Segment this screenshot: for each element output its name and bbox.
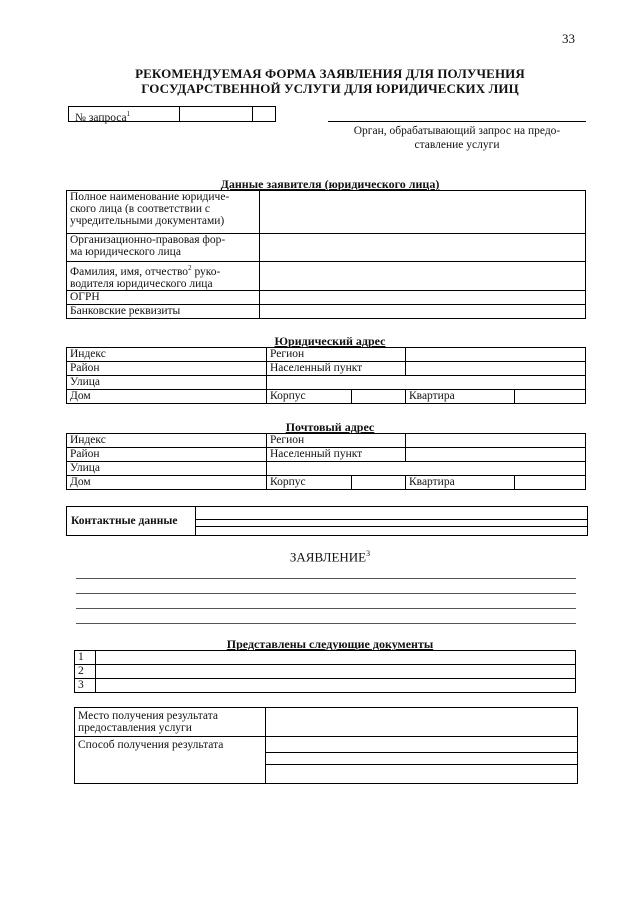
full-name-field[interactable] — [260, 191, 586, 234]
postal-region-field[interactable] — [406, 434, 586, 448]
form-title-line-1: РЕКОМЕНДУЕМАЯ ФОРМА ЗАЯВЛЕНИЯ ДЛЯ ПОЛУЧЕНИЯ — [135, 66, 525, 81]
legal-apartment-label: Квартира — [406, 390, 515, 404]
form-title — [60, 66, 600, 96]
result-place-label: Место получения результата предоставления услуги — [78, 710, 218, 734]
result-row-separator — [75, 736, 577, 737]
organ-signature-line[interactable] — [328, 121, 586, 122]
statement-line-1[interactable] — [76, 578, 576, 579]
doc-row-field[interactable] — [96, 665, 576, 679]
legal-district-label: Район — [67, 362, 267, 376]
postal-street-field[interactable] — [267, 462, 586, 476]
postal-building-field[interactable] — [352, 476, 406, 490]
legal-street-label: Улица — [67, 376, 267, 390]
result-divider — [265, 708, 266, 783]
doc-row-field[interactable] — [96, 679, 576, 693]
applicant-table — [66, 190, 586, 319]
full-name-label: Полное наименование юридиче- ского лица (в соответствии с учредительными документами) — [67, 191, 260, 234]
doc-row-field[interactable] — [96, 651, 576, 665]
postal-street-label: Улица — [67, 462, 267, 476]
documents-table — [74, 650, 576, 693]
postal-address-table — [66, 433, 586, 490]
legal-region-field[interactable] — [406, 348, 586, 362]
director-field[interactable] — [260, 262, 586, 291]
doc-row-number: 2 — [75, 665, 96, 679]
contacts-divider — [195, 507, 196, 535]
statement-line-4[interactable] — [76, 623, 576, 624]
statement-line-3[interactable] — [76, 608, 576, 609]
postal-region-label: Регион — [267, 434, 406, 448]
doc-row-number: 3 — [75, 679, 96, 693]
legal-form-field[interactable] — [260, 234, 586, 262]
legal-address-table — [66, 347, 586, 404]
legal-locality-label: Населенный пункт — [267, 362, 406, 376]
postal-index-label: Индекс — [67, 434, 267, 448]
postal-locality-label: Населенный пункт — [267, 448, 406, 462]
request-number-label: № запроса$^1$ — [69, 107, 180, 121]
legal-building-label: Корпус — [267, 390, 352, 404]
result-method-label: Способ получения результата — [78, 739, 224, 751]
organ-caption: Орган, обрабатывающий запрос на предо- ставление услуги — [353, 125, 561, 151]
legal-address-heading: Юридический адрес — [274, 334, 386, 348]
page-number: 33 — [562, 31, 575, 46]
documents-heading: Представлены следующие документы — [226, 637, 434, 651]
statement-title: ЗАЯВЛЕНИЕ$^3$ — [289, 549, 371, 565]
result-method-field-line-1[interactable] — [265, 752, 577, 753]
postal-locality-field[interactable] — [406, 448, 586, 462]
legal-region-label: Регион — [267, 348, 406, 362]
legal-index-label: Индекс — [67, 348, 267, 362]
legal-apartment-field[interactable] — [515, 390, 586, 404]
request-number-box — [68, 106, 276, 122]
contacts-field-line-1[interactable] — [195, 519, 587, 520]
contacts-box — [66, 506, 588, 536]
form-title-line-2: ГОСУДАРСТВЕННОЙ УСЛУГИ ДЛЯ ЮРИДИЧЕСКИХ ЛИЦ — [141, 81, 519, 96]
contacts-label: Контактные данные — [71, 515, 178, 527]
postal-address-heading: Почтовый адрес — [285, 420, 375, 434]
postal-district-label: Район — [67, 448, 267, 462]
postal-house-label: Дом — [67, 476, 267, 490]
ogrn-field[interactable] — [260, 290, 586, 304]
bank-label: Банковские реквизиты — [67, 304, 260, 318]
ogrn-label: ОГРН — [67, 290, 260, 304]
director-label: Фамилия, имя, отчество$^2$ руко- водителя юридического лица — [67, 262, 260, 291]
legal-building-field[interactable] — [352, 390, 406, 404]
request-number-field-2[interactable] — [253, 107, 275, 121]
applicant-heading: Данные заявителя (юридического лица) — [220, 177, 440, 191]
postal-apartment-field[interactable] — [515, 476, 586, 490]
doc-row-number: 1 — [75, 651, 96, 665]
legal-house-label: Дом — [67, 390, 267, 404]
result-box — [74, 707, 578, 784]
result-method-field-line-2[interactable] — [265, 764, 577, 765]
postal-building-label: Корпус — [267, 476, 352, 490]
request-number-field[interactable] — [180, 107, 253, 121]
legal-street-field[interactable] — [267, 376, 586, 390]
statement-line-2[interactable] — [76, 593, 576, 594]
postal-apartment-label: Квартира — [406, 476, 515, 490]
legal-locality-field[interactable] — [406, 362, 586, 376]
legal-form-label: Организационно-правовая фор- ма юридического лица — [67, 234, 260, 262]
bank-field[interactable] — [260, 304, 586, 318]
contacts-field-line-2[interactable] — [195, 526, 587, 527]
